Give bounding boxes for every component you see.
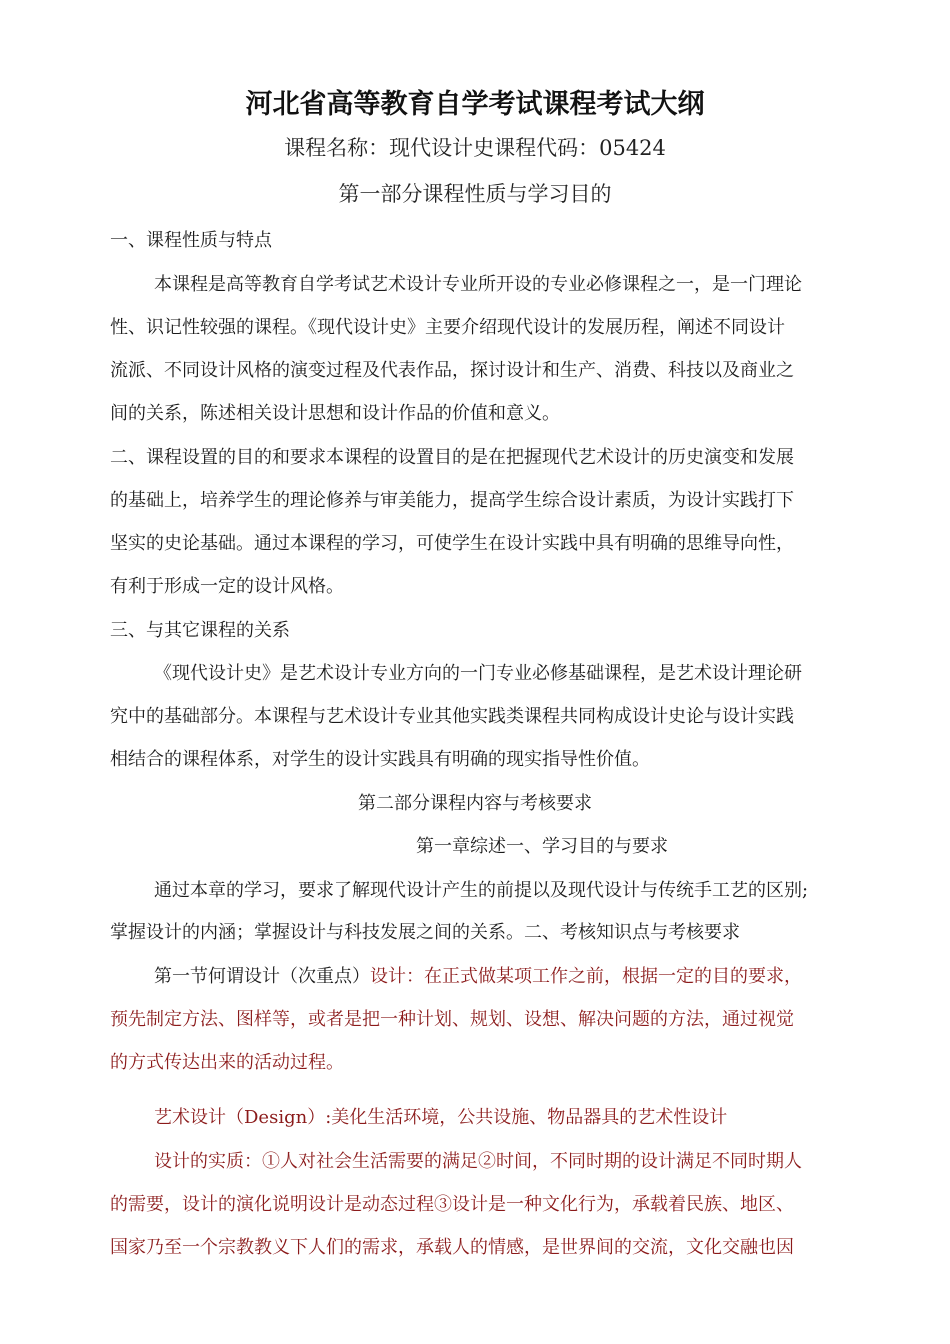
design-definition-line: 预先制定方法、图样等，或者是把一种计划、规划、设想、解决问题的方法，通过视觉	[110, 1009, 794, 1030]
part-two-title: 第二部分课程内容与考核要求	[358, 793, 592, 814]
part-one-title: 第一部分课程性质与学习目的	[338, 182, 612, 206]
design-essence-line: 的需要，设计的演化说明设计是动态过程③设计是一种文化行为，承载着民族、地区、	[110, 1194, 794, 1215]
course-name-line: 课程名称：现代设计史课程代码：05424	[284, 136, 666, 160]
paragraph-line: 掌握设计的内涵；掌握设计与科技发展之间的关系。二、考核知识点与考核要求	[110, 922, 740, 943]
paragraph-line: 通过本章的学习，要求了解现代设计产生的前提以及现代设计与传统手工艺的区别;	[154, 880, 809, 901]
section-heading-2: 二、课程设置的目的和要求本课程的设置目的是在把握现代艺术设计的历史演变和发展	[110, 447, 794, 468]
paragraph-line: 流派、不同设计风格的演变过程及代表作品，探讨设计和生产、消费、科技以及商业之	[110, 360, 794, 381]
paragraph-line: 的基础上，培养学生的理论修养与审美能力，提高学生综合设计素质，为设计实践打下	[110, 490, 794, 511]
design-essence-line: 国家乃至一个宗教教义下人们的需求，承载人的情感，是世界间的交流，文化交融也因	[110, 1237, 794, 1258]
main-title: 河北省高等教育自学考试课程考试大纲	[245, 89, 705, 120]
section-heading-3: 三、与其它课程的关系	[110, 620, 290, 641]
paragraph-line: 有利于形成一定的设计风格。	[110, 576, 344, 597]
design-definition: 设计：在正式做某项工作之前，根据一定的目的要求，	[370, 966, 802, 987]
design-definition-line: 的方式传达出来的活动过程。	[110, 1052, 344, 1073]
paragraph-line: 《现代设计史》是艺术设计专业方向的一门专业必修基础课程，是艺术设计理论研	[154, 663, 802, 684]
paragraph-line: 相结合的课程体系，对学生的设计实践具有明确的现实指导性价值。	[110, 749, 650, 770]
paragraph-line: 坚实的史论基础。通过本课程的学习，可使学生在设计实践中具有明确的思维导向性，	[110, 533, 794, 554]
paragraph-line: 究中的基础部分。本课程与艺术设计专业其他实践类课程共同构成设计史论与设计实践	[110, 706, 794, 727]
design-essence-line: 设计的实质：①人对社会生活需要的满足②时间，不同时期的设计满足不同时期人	[154, 1151, 802, 1172]
chapter-one-heading: 第一章综述一、学习目的与要求	[416, 836, 668, 857]
section-one-heading: 第一节何谓设计（次重点）	[154, 966, 370, 987]
paragraph-line: 间的关系，陈述相关设计思想和设计作品的价值和意义。	[110, 403, 560, 424]
paragraph-line: 性、识记性较强的课程。《现代设计史》主要介绍现代设计的发展历程，阐述不同设计	[110, 317, 785, 338]
section-one-line	[154, 965, 802, 989]
paragraph-line: 本课程是高等教育自学考试艺术设计专业所开设的专业必修课程之一，是一门理论	[154, 274, 802, 295]
section-heading-1: 一、课程性质与特点	[110, 230, 272, 251]
art-design-definition: 艺术设计（Design）:美化生活环境，公共设施、物品器具的艺术性设计	[154, 1107, 728, 1128]
